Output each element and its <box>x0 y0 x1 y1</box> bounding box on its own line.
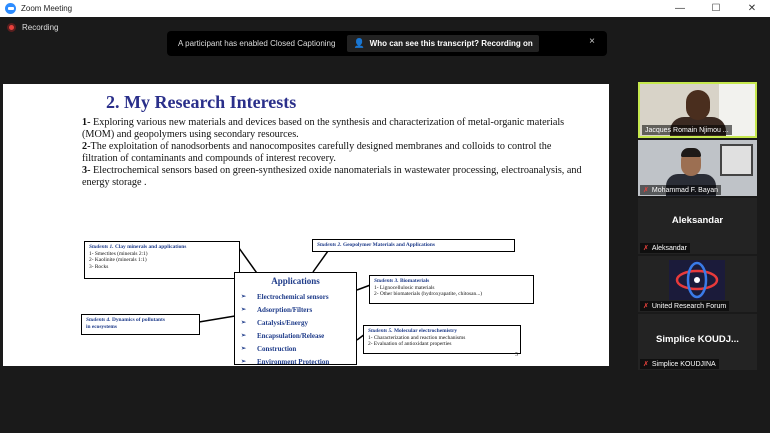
application-item: ➢ Encapsulation/Release <box>241 331 325 340</box>
student-box-4: Students 4. Dynamics of pollutants in ecosystems <box>81 314 200 335</box>
participant-name-bar: ✗ Simplice KOUDJINA <box>640 359 719 369</box>
recording-dot-icon <box>7 23 16 32</box>
participant-display-name: Aleksandar <box>671 215 724 226</box>
participant-name-bar: ✗ Aleksandar <box>640 243 690 253</box>
application-item: ➢ Catalysis/Energy <box>241 318 308 327</box>
caption-message: A participant has enabled Closed Captioning <box>178 39 336 48</box>
participant-tile-active-speaker[interactable] <box>638 82 757 138</box>
arrow-bullet-icon: ➢ <box>241 294 247 300</box>
student-box-3: Students 3. Biomaterials 1- Lignocellulosic materials 2- Other biomaterials (hydroxyapatite, chitosan...) <box>369 275 534 304</box>
application-item: ➢ Electrochemical sensors <box>241 292 329 301</box>
participant-display-name: Simplice KOUDJ... <box>656 334 739 345</box>
participant-tile[interactable] <box>638 140 757 196</box>
closed-caption-banner <box>167 31 607 56</box>
participant-tile[interactable] <box>638 256 757 312</box>
united-research-forum-logo-icon <box>669 260 725 300</box>
minimize-button[interactable]: — <box>675 3 685 14</box>
mic-muted-icon: ✗ <box>643 303 649 310</box>
slide-title: 2. My Research Interests <box>106 92 297 112</box>
title-bar <box>0 0 770 17</box>
student-box-2: Students 2. Geopolymer Materials and Applications <box>312 239 515 252</box>
applications-list <box>235 290 356 368</box>
arrow-bullet-icon: ➢ <box>241 307 247 313</box>
arrow-bullet-icon: ➢ <box>241 359 247 365</box>
shared-screen-slide <box>3 84 609 366</box>
research-point: 1- Exploring various new materials and devices based on the synthesis and characterization of metal-organic materials (MOM) and geopolymers using secondary resources. <box>82 117 565 140</box>
mic-muted-icon: ✗ <box>643 245 649 252</box>
close-button[interactable]: ✕ <box>747 3 757 14</box>
student-box-1: Students 1. Clay minerals and applications 1- Smectites (minerals 2:1) 2- Kaolinite (minerals 1:1) 3- Rocks <box>84 241 240 279</box>
participant-tile[interactable] <box>638 198 757 254</box>
person-icon: 👤 <box>353 38 365 48</box>
maximize-button[interactable]: ☐ <box>711 3 721 14</box>
applications-box <box>234 272 357 365</box>
window-controls <box>662 0 770 17</box>
connector-line <box>313 251 328 272</box>
recording-indicator[interactable] <box>7 23 58 32</box>
mic-muted-icon: ✗ <box>643 187 649 194</box>
participant-name: Jacques Romain Njimou ... <box>642 125 732 135</box>
participant-tile[interactable] <box>638 314 757 370</box>
arrow-bullet-icon: ➢ <box>241 320 247 326</box>
participant-name-bar: ✗ United Research Forum <box>640 301 729 311</box>
recording-label: Recording <box>22 23 59 32</box>
participant-name-bar: ✗ Mohammad F. Bayan <box>640 185 721 195</box>
transcript-info-label: Who can see this transcript? Recording on <box>369 39 533 48</box>
transcript-info-button[interactable] <box>347 35 538 52</box>
application-item: ➢ Environment Protection <box>241 357 330 366</box>
slide-page-number: 5 <box>515 352 518 358</box>
mic-muted-icon: ✗ <box>643 361 649 368</box>
application-item: ➢ Construction <box>241 344 297 353</box>
application-item: ➢ Adsorption/Filters <box>241 305 313 314</box>
student-box-5: Students 5. Molecular electrochemistry 1- Characterization and reaction mechanisms 2- Evaluation of antioxidant properties <box>363 325 521 354</box>
window-title: Zoom Meeting <box>21 4 73 13</box>
arrow-bullet-icon: ➢ <box>241 333 247 339</box>
research-point: 3- Electrochemical sensors based on green-synthesized oxide nanomaterials in wastewater processing, electroanalysis, and energy storage . <box>82 165 582 188</box>
banner-close-icon[interactable]: × <box>589 36 595 47</box>
connector-line <box>199 316 235 322</box>
research-point: 2-The exploitation of nanodsorbents and nanocomposites carefully designed membranes and colloids to control the filtration of contaminants and compounds of interest recovery. <box>82 141 552 164</box>
zoom-logo-icon <box>5 3 16 14</box>
arrow-bullet-icon: ➢ <box>241 346 247 352</box>
applications-title: Applications <box>271 276 320 286</box>
